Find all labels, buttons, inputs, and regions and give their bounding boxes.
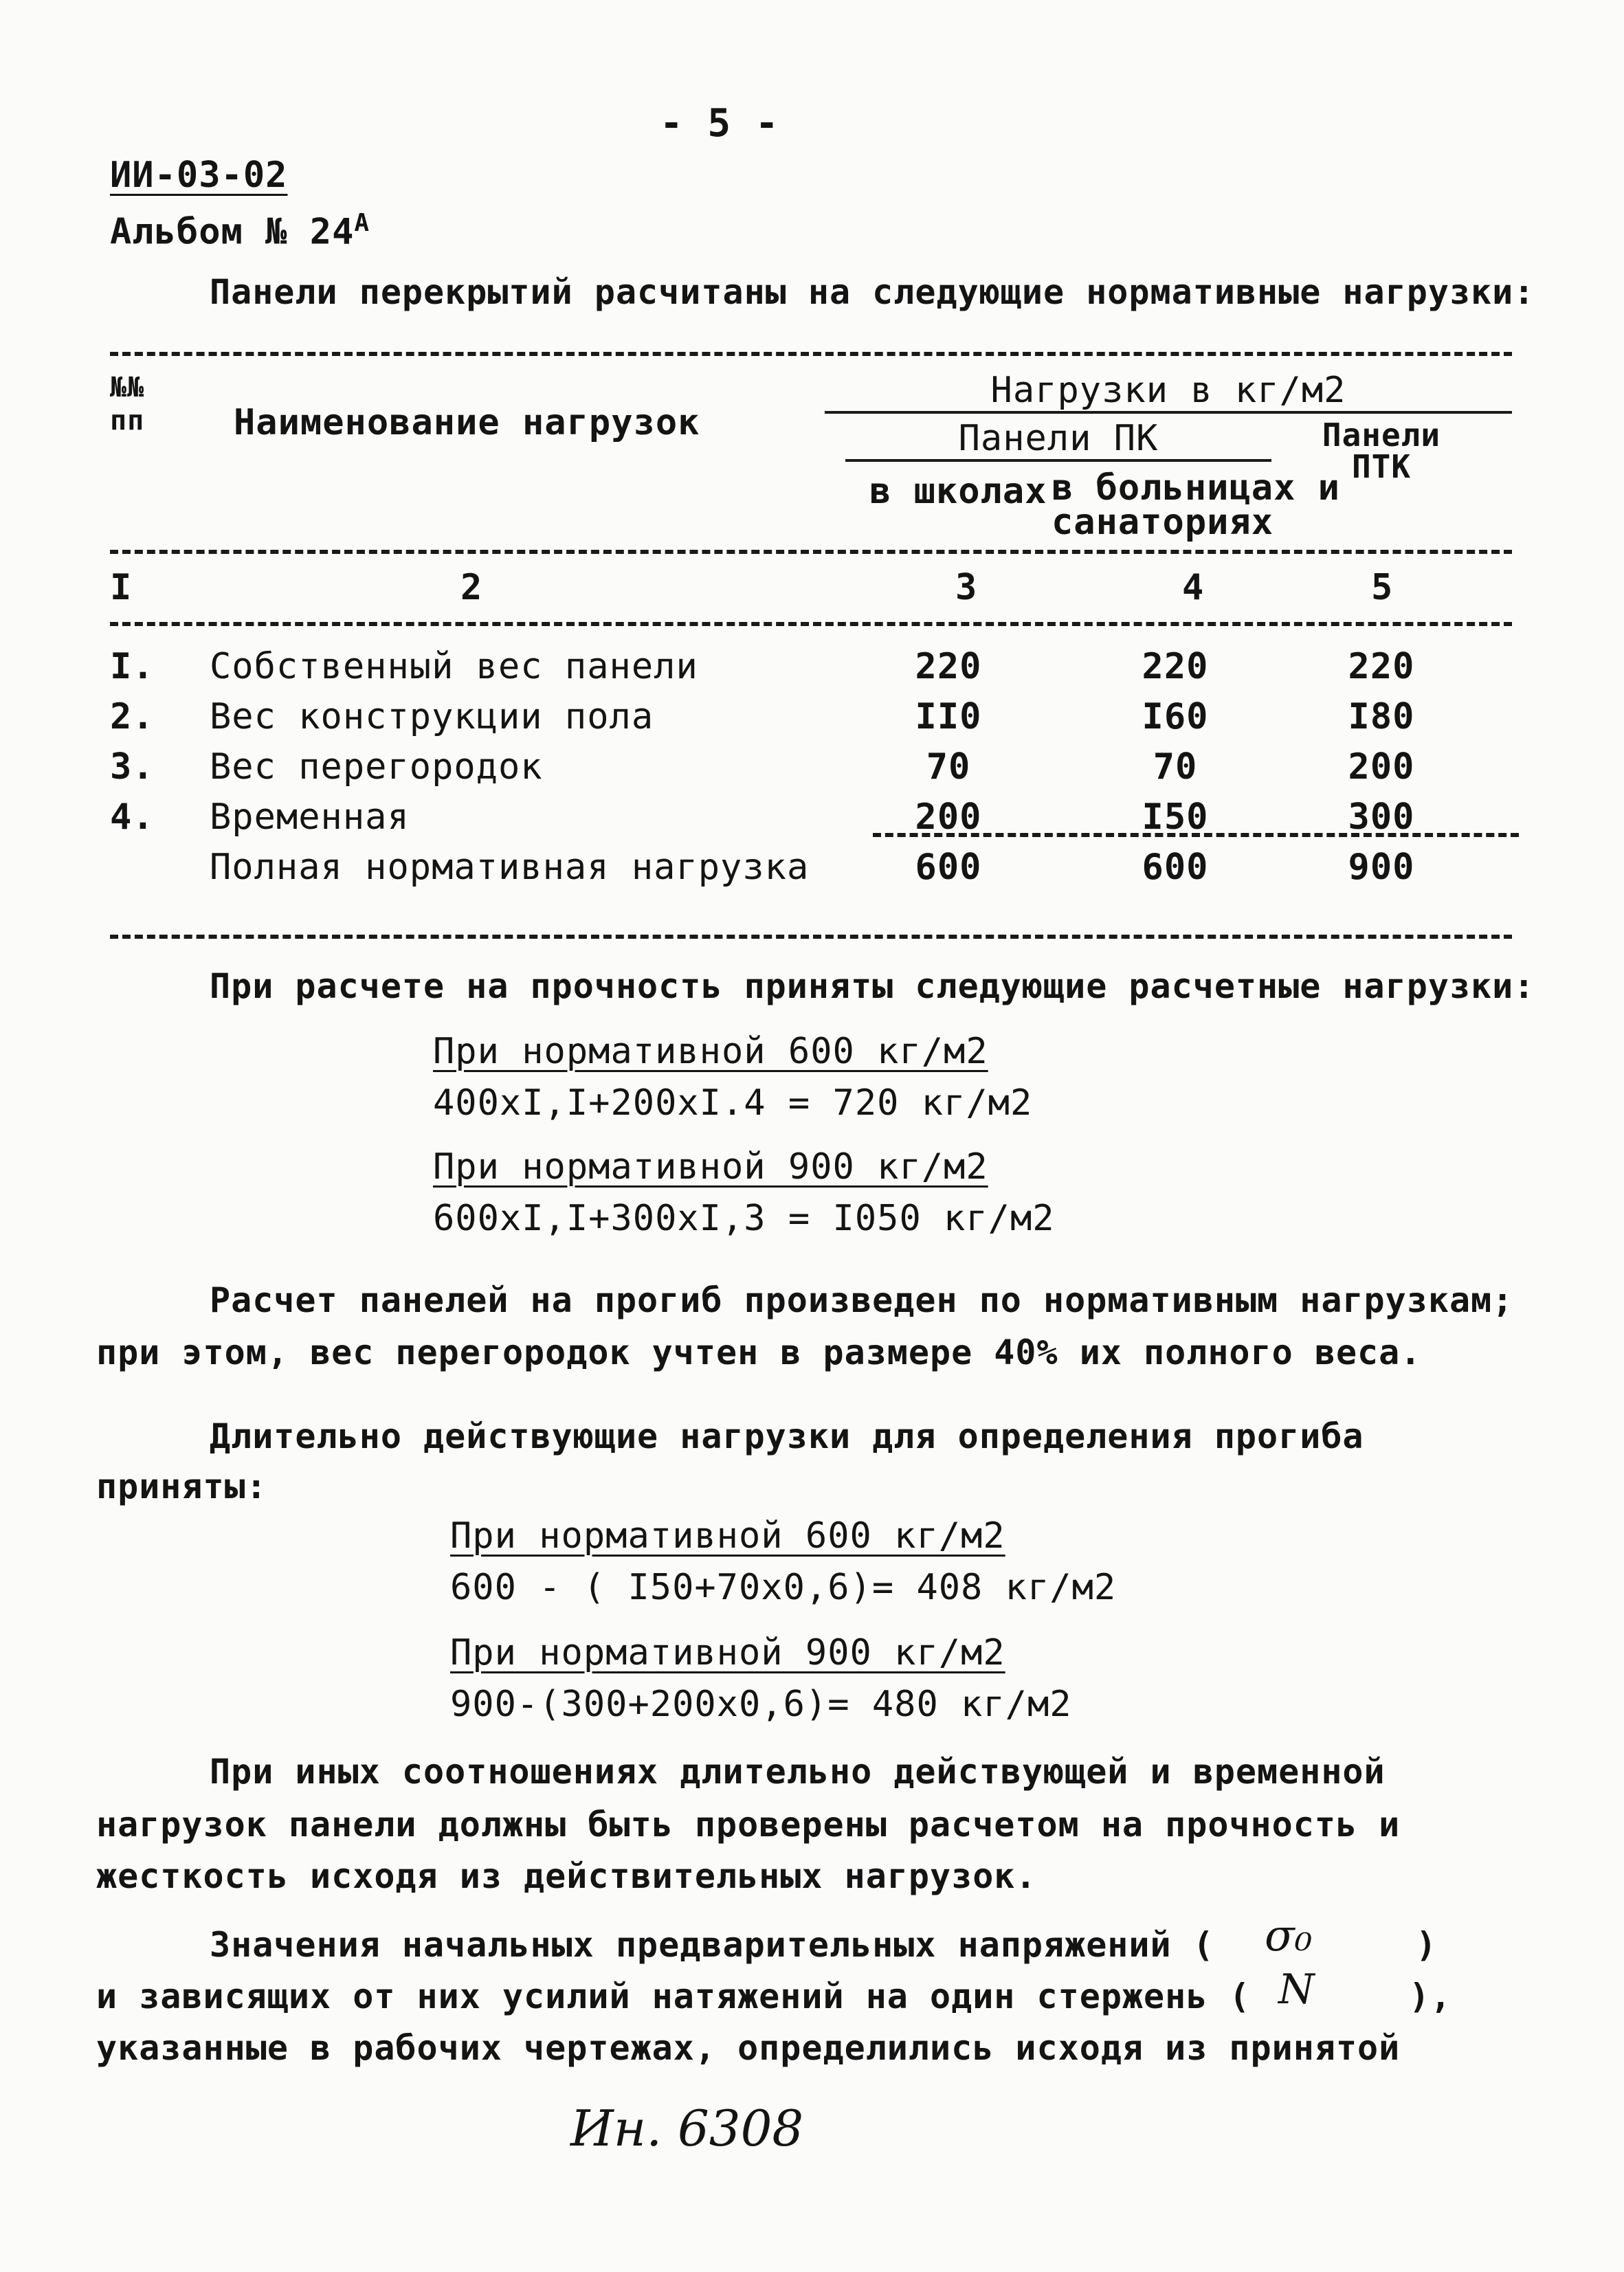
- numbers-bottom-rule: [110, 622, 1512, 626]
- final-line-2: и зависящих от них усилий натяжений на один стержень (: [96, 1976, 1251, 2016]
- force-symbol: N: [1278, 1965, 1315, 2014]
- final-close-1: ): [1416, 1925, 1438, 1965]
- pk-rule: [845, 459, 1271, 462]
- longterm-line-2: приняты:: [96, 1467, 267, 1506]
- col-number-2: 2: [460, 567, 483, 608]
- sigma-symbol: σ₀: [1265, 1911, 1313, 1961]
- intro-text: Панели перекрытий расчитаны на следующие нормативные нагрузки:: [210, 272, 1535, 312]
- calc-strength-formula-2: 600хI,I+300хI,3 = I050 кг/м2: [433, 1198, 1055, 1239]
- row-number: I.: [110, 646, 155, 687]
- strength-intro: При расчете на прочность приняты следующие расчетные нагрузки:: [210, 966, 1535, 1006]
- calc-longterm-title-2: При нормативной 900 кг/м2: [450, 1632, 1005, 1673]
- longterm-line-1: Длительно действующие нагрузки для определения прогиба: [210, 1416, 1364, 1456]
- col-hospitals-header: в больницах и санаториях: [1052, 467, 1340, 543]
- other-line-2: нагрузок панели должны быть проверены расчетом на прочность и: [96, 1805, 1401, 1845]
- album-sup: А: [354, 209, 370, 237]
- final-line-3: указанные в рабочих чертежах, определились исходя из принятой: [96, 2028, 1401, 2068]
- col-pk-header: Панели ПК: [958, 418, 1159, 459]
- other-line-1: При иных соотношениях длительно действующей и временной: [210, 1752, 1386, 1792]
- row-hospitals: 220: [1142, 646, 1209, 687]
- total-hospitals: 600: [1142, 847, 1209, 888]
- calc-longterm-formula-2: 900-(300+200х0,6)= 480 кг/м2: [450, 1684, 1072, 1725]
- row-number: 4.: [110, 797, 155, 838]
- col-number-1: I: [110, 567, 133, 608]
- row-hospitals: I60: [1142, 696, 1209, 737]
- row-schools: 200: [915, 797, 982, 838]
- row-hospitals: I50: [1142, 797, 1209, 838]
- row-name: Собственный вес панели: [210, 646, 698, 687]
- series-code: ИИ-03-02: [110, 155, 288, 196]
- row-name: Вес перегородок: [210, 746, 543, 788]
- row-schools: 70: [926, 746, 971, 788]
- calc-strength-formula-1: 400хI,I+200хI.4 = 720 кг/м2: [433, 1082, 1033, 1124]
- col-ptk-header: Панели ПТК: [1322, 416, 1441, 485]
- page-number: - 5 -: [660, 101, 779, 146]
- header-bottom-rule: [110, 550, 1512, 554]
- row-ptk: 300: [1348, 797, 1415, 838]
- col-nn-header: №№ пп: [110, 372, 145, 436]
- deflection-line-2: при этом, вес перегородок учтен в размере 40% их полного веса.: [96, 1333, 1422, 1372]
- album-text: Альбом № 24: [110, 211, 355, 253]
- total-ptk: 900: [1348, 847, 1415, 888]
- row-hospitals: 70: [1153, 746, 1198, 788]
- row-ptk: 220: [1348, 646, 1415, 687]
- calc-longterm-title-1: При нормативной 600 кг/м2: [450, 1515, 1005, 1557]
- row-name: Вес конструкции пола: [210, 696, 654, 737]
- row-schools: II0: [915, 696, 982, 737]
- row-ptk: 200: [1348, 746, 1415, 788]
- calc-strength-title-1: При нормативной 600 кг/м2: [433, 1031, 988, 1072]
- row-number: 2.: [110, 696, 155, 737]
- loads-rule: [825, 411, 1512, 414]
- row-number: 3.: [110, 746, 155, 788]
- inventory-note: Ин. 6308: [570, 2100, 804, 2157]
- calc-strength-title-2: При нормативной 900 кг/м2: [433, 1146, 988, 1188]
- col-number-4: 4: [1182, 567, 1205, 608]
- col-loads-header: Нагрузки в кг/м2: [990, 370, 1346, 411]
- album-label: [110, 203, 370, 252]
- final-close-2: ),: [1409, 1976, 1452, 2016]
- sum-rule: [873, 833, 1519, 837]
- row-ptk: I80: [1348, 696, 1415, 737]
- col-number-3: 3: [955, 567, 978, 608]
- calc-longterm-formula-1: 600 - ( I50+70х0,6)= 408 кг/м2: [450, 1567, 1117, 1608]
- final-line-1: Значения начальных предварительных напряжений (: [210, 1925, 1214, 1965]
- col-name-header: Наименование нагрузок: [234, 402, 700, 443]
- total-schools: 600: [915, 847, 982, 888]
- table-top-rule: [110, 352, 1512, 356]
- row-schools: 220: [915, 646, 982, 687]
- row-name: Временная: [210, 797, 410, 838]
- deflection-line-1: Расчет панелей на прогиб произведен по нормативным нагрузкам;: [210, 1280, 1514, 1320]
- table-bottom-rule: [110, 935, 1512, 939]
- total-name: Полная нормативная нагрузка: [210, 847, 810, 888]
- other-line-3: жесткость исходя из действительных нагрузок.: [96, 1856, 1037, 1896]
- col-schools-header: в школах: [869, 471, 1047, 512]
- col-number-5: 5: [1371, 567, 1394, 608]
